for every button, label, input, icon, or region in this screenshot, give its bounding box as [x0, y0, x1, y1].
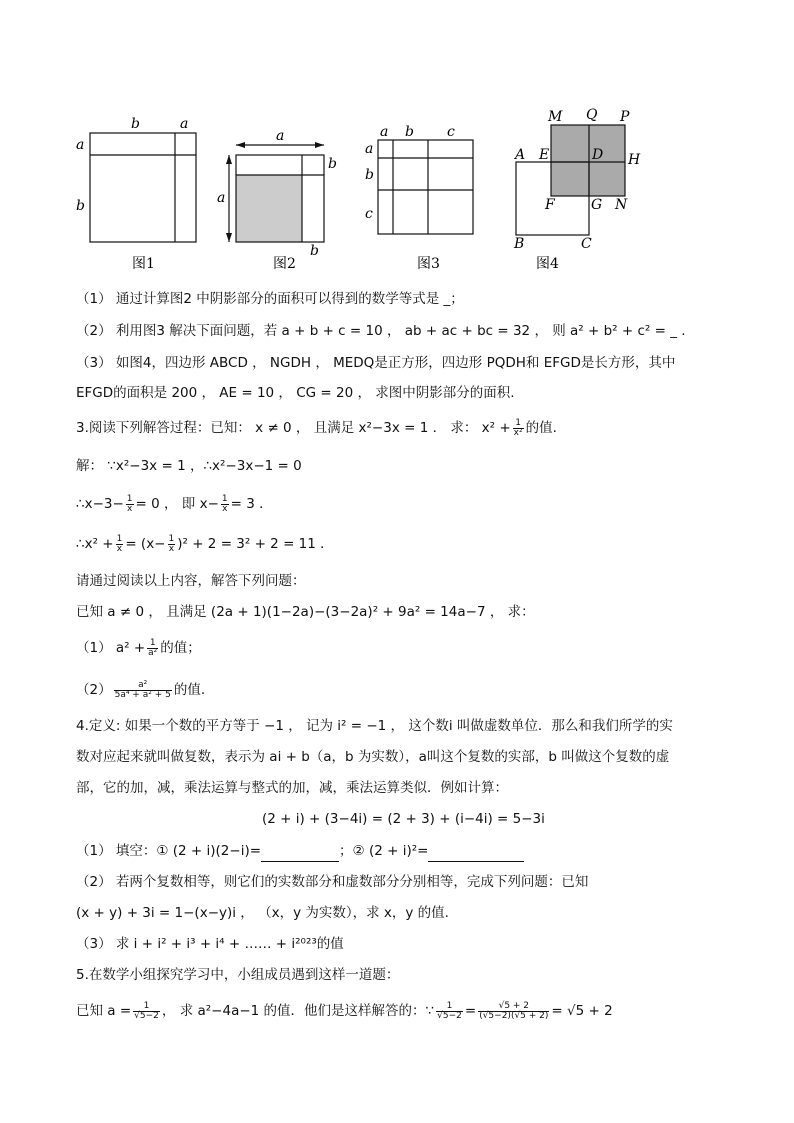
- fraction-a2-over-expression: $\frac{\text{a²}}{\text{5a⁴ + a² + 5}}$: [114, 679, 171, 700]
- fig2-label-top-a: a: [276, 128, 285, 144]
- fig3-label-top-c: c: [447, 124, 455, 140]
- q3-solution-line1: 解： ∵x²−3x = 1 ，∴x²−3x−1 = 0: [76, 458, 302, 474]
- q3-intro: [76, 418, 557, 438]
- fig2-label-right-b: b: [328, 156, 337, 172]
- fig4-label-M: M: [548, 109, 563, 125]
- q3-intro-text: 3.阅读下列解答过程：已知： x ≠ 0 ， 且满足 x²−3x = 1 ． 求： x² +: [76, 420, 511, 436]
- fig1-caption: 图1: [132, 256, 155, 272]
- q3-given: 已知 a ≠ 0 ， 且满足 (2a + 1)(1−2a)−(3−2a)² + 9a² = 14a−7 ， 求：: [76, 604, 535, 620]
- fig4-label-H: H: [628, 152, 641, 168]
- q2-part1: （1） 通过计算图2 中阴影部分的面积可以得到的数学等式是 _；: [76, 291, 464, 307]
- q4-definition-line2: 数对应起来就叫做复数，表示为 ai + b（a，b 为实数），a叫这个复数的实部，b 叫做这个复数的虚: [76, 749, 670, 765]
- q4-definition-line3: 部，它的加，减，乘法运算与整式的加，减，乘法运算类似．例如计算：: [76, 780, 508, 796]
- q4-part1: （1） 填空：① (2 + i)(2−i)= ；② (2 + i)²=: [76, 841, 524, 862]
- answer-blank-2[interactable]: [428, 841, 524, 862]
- fig4-label-F: F: [545, 197, 555, 213]
- fraction-1-over-x: $\frac{1}{x}$: [116, 533, 123, 554]
- figure-1: [76, 116, 196, 272]
- fig4-label-P: P: [620, 109, 630, 125]
- q2-part2: （2） 利用图3 解决下面问题，若 a + b + c = 10 ， ab + ac + bc = 32 ， 则 a² + b² + c² = _ .: [76, 323, 686, 339]
- fig4-label-G: G: [591, 197, 603, 213]
- q3-part1: （1） a² + $\frac{1}{\text{a²}}$ 的值；: [76, 637, 201, 658]
- q5-given: 已知 a = $\frac{1}{√5-2}$ ， 求 a²−4a−1 的值．他们是这样解答的：∵ $\frac{1}{√5-2}$ = $\frac{√5 + 2}{(√5-2)(√5 + 2)}$ = √5 + 2: [76, 1000, 613, 1021]
- figure-3: [365, 124, 473, 272]
- fig2-label-left-a: a: [217, 190, 226, 206]
- fig3-label-top-a: a: [380, 124, 389, 140]
- fig2-caption: 图2: [273, 256, 296, 272]
- q2-part3-line2: EFGD的面积是 200 ， AE = 10 ， CG = 20 ， 求图中阴影部分的面积.: [76, 385, 515, 401]
- fig4-caption: 图4: [536, 256, 559, 272]
- fraction-1-over-x2: $\frac{1}{\text{x²}}$: [513, 417, 523, 438]
- q5-intro: 5.在数学小组探究学习中，小组成员遇到这样一道题：: [76, 967, 400, 983]
- fraction-1-over-x: $\frac{1}{x}$: [221, 493, 228, 514]
- fig1-label-left-b: b: [76, 198, 85, 214]
- fraction-1-over-x: $\frac{1}{x}$: [168, 533, 175, 554]
- fig1-label-left-a: a: [76, 137, 85, 153]
- fig4-label-A: A: [515, 147, 526, 163]
- q3-intro-end: 的值.: [525, 420, 557, 436]
- q4-part2-line2: (x + y) + 3i = 1−(x−y)i ， （x，y 为实数），求 x，y 的值.: [76, 905, 449, 921]
- q4-example: (2 + i) + (3−4i) = (2 + 3) + (i−4i) = 5−3i: [262, 811, 545, 827]
- fig3-label-top-b: b: [405, 124, 414, 140]
- q4-part2-line1: （2） 若两个复数相等，则它们的实数部分和虚数部分分别相等，完成下列问题：已知: [76, 874, 589, 890]
- fraction-rationalized: $\frac{√5 + 2}{(√5-2)(√5 + 2)}$: [479, 1000, 549, 1021]
- fig4-label-B: B: [514, 236, 525, 252]
- fig4-label-D: D: [592, 147, 604, 163]
- fig4-label-C: C: [581, 236, 592, 252]
- q3-ask: 请通过阅读以上内容，解答下列问题：: [76, 573, 306, 589]
- geometry-figures: [0, 100, 794, 280]
- fig4-label-E: E: [539, 147, 550, 163]
- fig3-label-left-b: b: [365, 167, 374, 183]
- fig1-label-top-b: b: [131, 116, 140, 132]
- q3-solution-line2: ∴x−3− $\frac{1}{x}$ = 0 ， 即 x− $\frac{1}{x}$ = 3 ．: [76, 493, 273, 514]
- fig2-label-bottom-b: b: [310, 243, 319, 259]
- q4-definition-line1: 4.定义: 如果一个数的平方等于 −1 ， 记为 i² = −1 ， 这个数i 叫做虚数单位．那么和我们所学的实: [76, 718, 673, 734]
- fraction-1-over-x: $\frac{1}{x}$: [126, 493, 133, 514]
- figure-4: [513, 107, 641, 272]
- figure-2: [217, 128, 337, 272]
- fig4-label-N: N: [615, 197, 628, 213]
- fig3-caption: 图3: [417, 256, 440, 272]
- q2-part3-line1: （3） 如图4，四边形 ABCD ， NGDH ， MEDQ是正方形，四边形 PQDH和 EFGD是长方形，其中: [76, 355, 676, 371]
- q3-solution-line3: ∴x² + $\frac{1}{x}$ = (x− $\frac{1}{x}$ )² + 2 = 3² + 2 = 11 ．: [76, 533, 334, 554]
- q4-part3: （3） 求 i + i² + i³ + i⁴ + …… + i²⁰²³的值: [76, 936, 344, 952]
- answer-blank-1[interactable]: [261, 841, 339, 862]
- fig1-label-top-a: a: [180, 116, 189, 132]
- fig3-label-left-a: a: [365, 141, 374, 157]
- fig3-label-left-c: c: [365, 206, 373, 222]
- fraction-1-over-sqrt5-minus-2: $\frac{1}{√5-2}$: [134, 1000, 159, 1021]
- fraction-1-over-a2: $\frac{1}{\text{a²}}$: [148, 637, 158, 658]
- fraction-1-over-sqrt5-minus-2: $\frac{1}{√5-2}$: [437, 1000, 462, 1021]
- fig4-label-Q: Q: [586, 107, 598, 123]
- q3-part2: （2） $\frac{\text{a²}}{\text{5a⁴ + a² + 5}}$ 的值.: [76, 679, 206, 700]
